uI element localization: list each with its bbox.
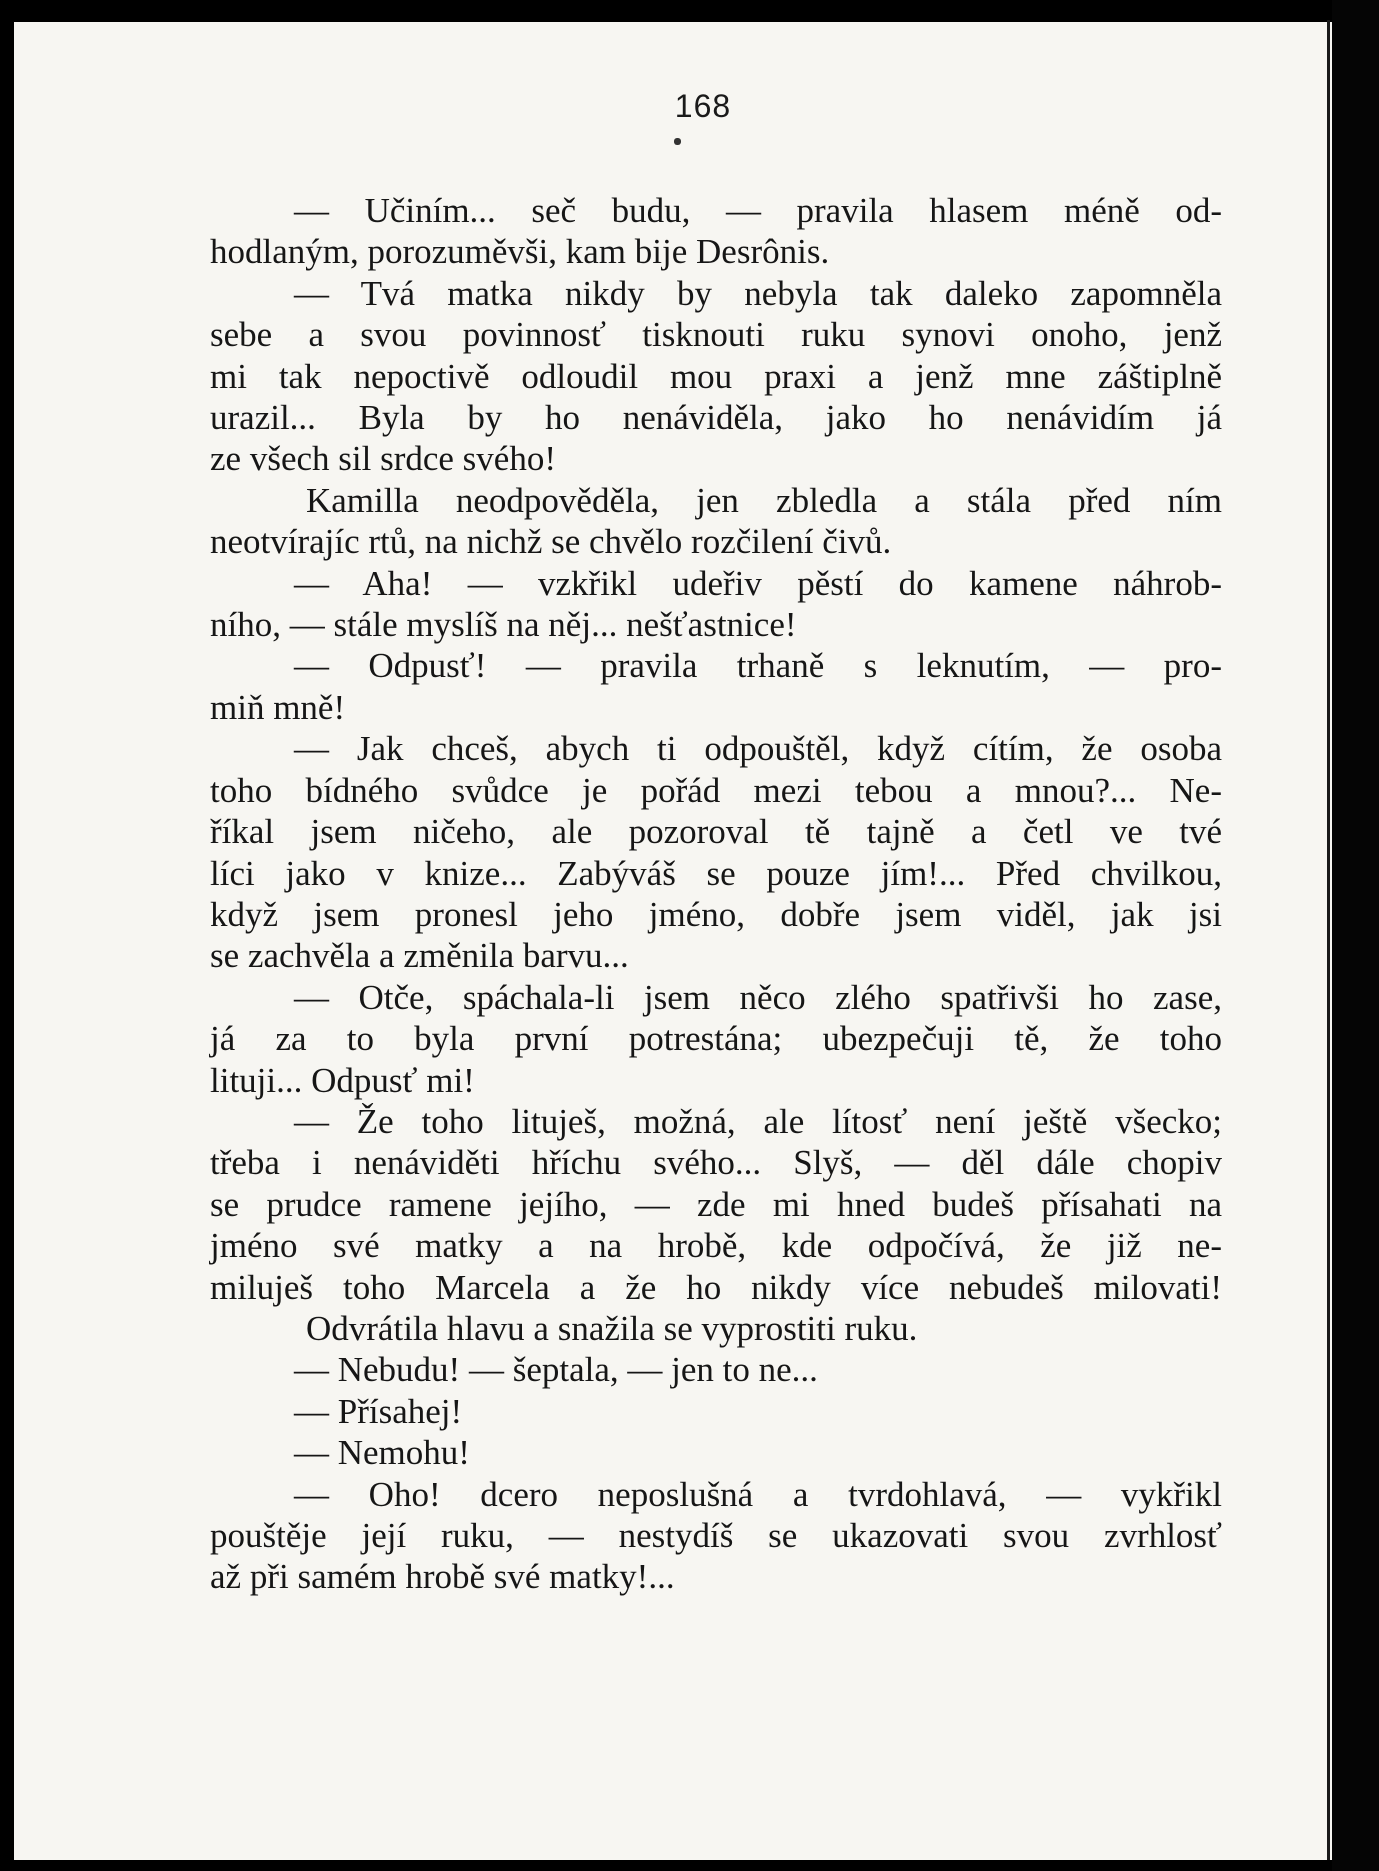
- text-line: urazil... Byla by ho nenáviděla, jako ho nenávidím já: [210, 398, 1222, 438]
- text-line: říkal jsem ničeho, ale pozoroval tě tajně a četl ve tvé: [210, 812, 1222, 852]
- text-line: — Učiním... seč budu, — pravila hlasem méně od-: [294, 191, 1222, 230]
- text-line: hodlaným, porozuměvši, kam bije Desrônis.: [210, 232, 830, 272]
- scan-border: [1332, 0, 1379, 1871]
- text-line: třeba i nenáviděti hříchu svého... Slyš, — děl dále chopiv: [210, 1143, 1222, 1183]
- text-line: pouštěje její ruku, — nestydíš se ukazovati svou zvrhlosť: [210, 1516, 1222, 1555]
- text-line: — Tvá matka nikdy by nebyla tak daleko zapomněla: [294, 273, 1222, 313]
- page-number: 168: [674, 88, 732, 124]
- book-page: [14, 22, 1332, 1860]
- text-line: sebe a svou povinnosť tisknouti ruku synovi onoho, jenž: [210, 315, 1222, 355]
- text-line: Odvrátila hlavu a snažila se vyprostiti ruku.: [306, 1308, 918, 1348]
- text-line: já za to byla první potrestána; ubezpečuji tě, že toho: [210, 1019, 1222, 1059]
- text-line: — Že toho lituješ, možná, ale lítosť není ještě všecko;: [294, 1101, 1222, 1141]
- text-line: miň mně!: [210, 687, 346, 727]
- text-line: líci jako v knize... Zabýváš se pouze jím!... Před chvilkou,: [210, 853, 1222, 893]
- body-text: [210, 190, 1222, 1598]
- text-line: — Otče, spáchala-li jsem něco zlého spatřivši ho zase,: [294, 977, 1222, 1017]
- text-line: — Oho! dcero neposlušná a tvrdohlavá, — vykřikl: [294, 1474, 1222, 1514]
- text-line: neotvírajíc rtů, na nichž se chvělo rozčilení čivů.: [210, 522, 892, 562]
- text-line: ního, — stále myslíš na něj... nešťastnice!: [210, 605, 797, 645]
- text-line: až při samém hrobě své matky!...: [210, 1557, 675, 1597]
- text-line: se zachvěla a změnila barvu...: [210, 936, 629, 976]
- text-line: když jsem pronesl jeho jméno, dobře jsem viděl, jak jsi: [210, 894, 1222, 934]
- text-line: — Přísahej!: [294, 1391, 463, 1431]
- text-line: toho bídného svůdce je pořád mezi tebou a mnou?... Ne-: [210, 770, 1222, 810]
- text-line: jméno své matky a na hrobě, kde odpočívá, že již ne-: [210, 1226, 1222, 1266]
- ink-speck: [674, 138, 681, 145]
- text-line: — Aha! — vzkřikl udeřiv pěstí do kamene náhrob-: [294, 563, 1222, 603]
- text-line: lituji... Odpusť mi!: [210, 1060, 475, 1100]
- text-line: — Odpusť! — pravila trhaně s leknutím, — pro-: [294, 646, 1222, 686]
- page-edge-line: [1327, 20, 1330, 1860]
- text-line: — Jak chceš, abych ti odpouštěl, když cítím, že osoba: [294, 729, 1222, 769]
- text-line: — Nemohu!: [294, 1433, 470, 1473]
- text-line: — Nebudu! — šeptala, — jen to ne...: [294, 1350, 818, 1390]
- text-line: mi tak nepoctivě odloudil mou praxi a jenž mne záštiplně: [210, 356, 1222, 396]
- text-line: ze všech sil srdce svého!: [210, 439, 556, 479]
- text-line: miluješ toho Marcela a že ho nikdy více nebudeš milovati!: [210, 1267, 1222, 1307]
- text-line: Kamilla neodpověděla, jen zbledla a stála před ním: [306, 480, 1222, 520]
- text-line: se prudce ramene jejího, — zde mi hned budeš přísahati na: [210, 1184, 1222, 1224]
